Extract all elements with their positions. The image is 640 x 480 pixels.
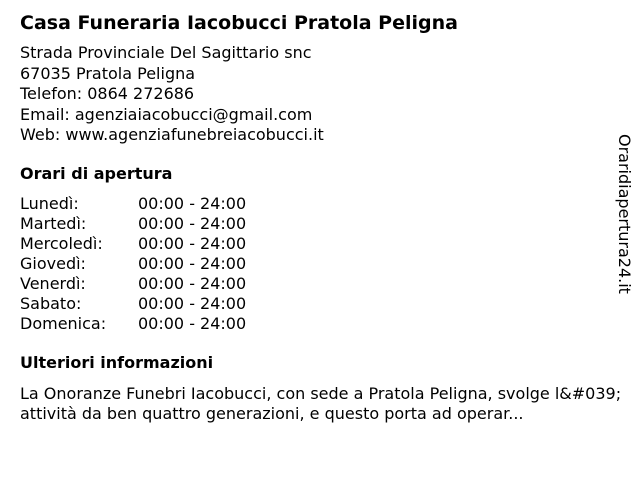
street-address: Strada Provinciale Del Sagittario snc xyxy=(20,43,312,62)
day-label: Mercoledì: xyxy=(20,234,103,253)
day-label: Venerdì: xyxy=(20,274,86,293)
day-label: Lunedì: xyxy=(20,194,79,213)
day-label: Domenica: xyxy=(20,314,107,333)
opening-hours-table xyxy=(20,194,278,334)
phone-line: Telefon: 0864 272686 xyxy=(20,84,195,103)
time-range: 00:00 - 24:00 xyxy=(138,294,247,313)
opening-hours-heading: Orari di apertura xyxy=(20,164,173,183)
time-range: 00:00 - 24:00 xyxy=(138,274,247,293)
hours-row xyxy=(20,294,278,314)
business-name: Casa Funeraria Iacobucci Pratola Peligna xyxy=(20,12,458,34)
time-range: 00:00 - 24:00 xyxy=(138,194,247,213)
time-range: 00:00 - 24:00 xyxy=(138,214,247,233)
side-brand-watermark: Oraridiapertura24.it xyxy=(615,134,634,294)
day-label: Martedì: xyxy=(20,214,87,233)
business-description: La Onoranze Funebri Iacobucci, con sede a Pratola Peligna, svolge l&#039;attività da ben quattro generazioni, e questo porta ad operar... xyxy=(20,384,622,423)
hours-row xyxy=(20,214,278,234)
time-range: 00:00 - 24:00 xyxy=(138,314,247,333)
day-label: Giovedì: xyxy=(20,254,86,273)
hours-row xyxy=(20,314,278,334)
hours-row xyxy=(20,194,278,214)
contact-block xyxy=(20,43,324,146)
time-range: 00:00 - 24:00 xyxy=(138,234,247,253)
city-line: 67035 Pratola Peligna xyxy=(20,63,196,83)
hours-row xyxy=(20,254,278,274)
email-line: Email: agenziaiacobucci@gmail.com xyxy=(20,104,313,124)
day-label: Sabato: xyxy=(20,294,82,313)
website-line: Web: www.agenziafunebreiacobucci.it xyxy=(20,125,324,144)
time-range: 00:00 - 24:00 xyxy=(138,254,247,273)
hours-row xyxy=(20,274,278,294)
hours-row xyxy=(20,234,278,254)
additional-info-heading: Ulteriori informazioni xyxy=(20,353,214,372)
